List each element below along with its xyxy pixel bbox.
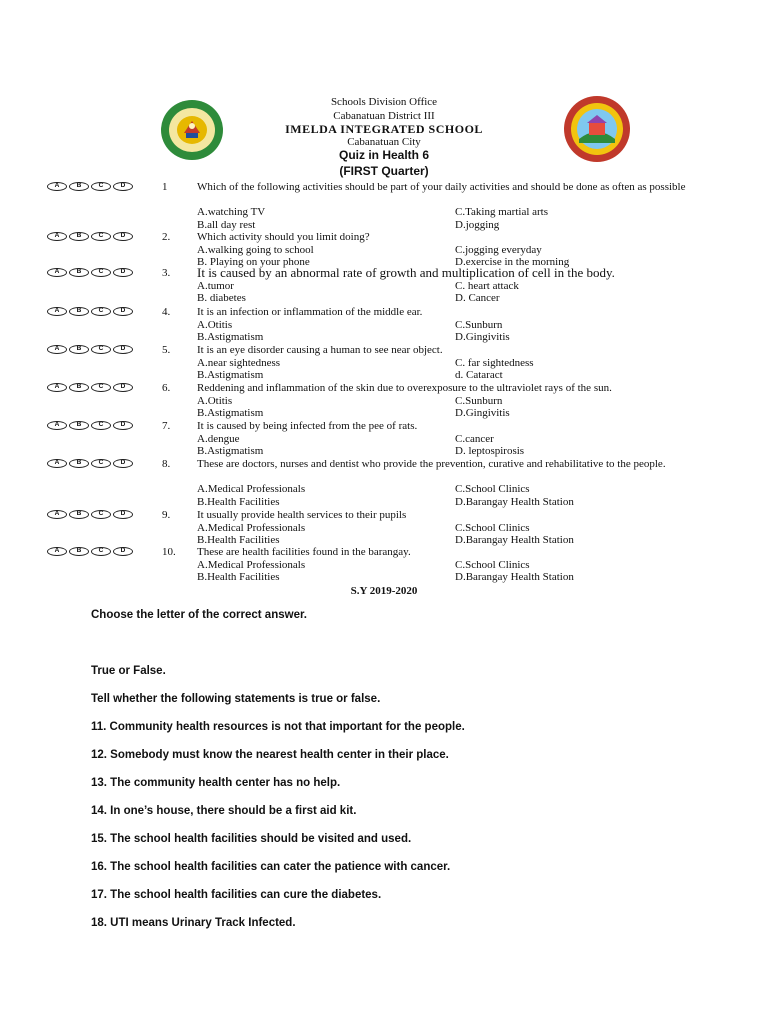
header-school: IMELDA INTEGRATED SCHOOL [285, 122, 483, 136]
header-city: Cabanatuan City [347, 136, 421, 148]
option-b: B. diabetes [197, 292, 246, 305]
answer-bubbles [47, 307, 133, 316]
option-b: B.Health Facilities [197, 534, 280, 547]
instructions: Choose the letter of the correct answer. [91, 609, 308, 621]
quiz-title: Quiz in Health 6 [338, 148, 429, 162]
question-stem: It is caused by an abnormal rate of growth and multiplication of cell in the body. [197, 265, 615, 280]
bubble-b[interactable]: B [69, 182, 89, 191]
answer-bubbles [47, 182, 133, 191]
option-b: B.all day rest [197, 218, 256, 231]
section2-instructions: Tell whether the following statements is true or false. [91, 693, 381, 705]
question-number: 9. [162, 509, 171, 521]
bubble-d[interactable]: D [113, 307, 133, 316]
question-stem: It usually provide health services to their pupils [197, 509, 407, 521]
question-stem: Which activity should you limit doing? [197, 231, 370, 243]
bubble-a[interactable]: A [47, 232, 67, 241]
quarter-title: (FIRST Quarter) [339, 164, 429, 178]
bubble-c[interactable]: C [91, 345, 111, 354]
bubble-a[interactable]: A [47, 182, 67, 191]
header-office: Schools Division Office [330, 96, 438, 108]
option-a: A.dengue [197, 432, 240, 445]
option-b: B.Astigmatism [197, 445, 264, 458]
option-d: D.exercise in the morning [455, 256, 570, 269]
bubble-b[interactable]: B [69, 345, 89, 354]
bubble-a[interactable]: A [47, 510, 67, 519]
question-number: 2. [162, 231, 171, 243]
question-number: 8. [162, 458, 171, 470]
bubble-a[interactable]: A [47, 459, 67, 468]
bubble-a[interactable]: A [47, 547, 67, 556]
bubble-c[interactable]: C [91, 510, 111, 519]
bubble-d[interactable]: D [113, 547, 133, 556]
school-year: S.Y 2019-2020 [350, 585, 418, 597]
question-stem: These are health facilities found in the barangay. [197, 546, 411, 558]
bubble-a[interactable]: A [47, 383, 67, 392]
bubble-c[interactable]: C [91, 232, 111, 241]
bubble-c[interactable]: C [91, 307, 111, 316]
question-number: 7. [162, 420, 171, 432]
division-seal [563, 95, 631, 163]
option-a: A.Medical Professionals [197, 521, 306, 534]
question-number: 1 [162, 181, 168, 193]
answer-bubbles [47, 345, 133, 354]
question-number: 6. [162, 382, 171, 394]
bubble-d[interactable]: D [113, 459, 133, 468]
option-d: d. Cataract [455, 369, 503, 382]
answer-bubbles [47, 421, 133, 430]
answer-bubbles [47, 383, 133, 392]
question-number: 10. [162, 546, 176, 558]
bubble-b[interactable]: B [69, 421, 89, 430]
answer-bubbles [47, 547, 133, 556]
option-b: B. Playing on your phone [197, 256, 310, 269]
option-c: C.School Clinics [455, 483, 530, 496]
bubble-c[interactable]: C [91, 182, 111, 191]
tf-item: 15. The school health facilities should be visited and used. [91, 833, 412, 845]
bubble-d[interactable]: D [113, 421, 133, 430]
tf-item: 12. Somebody must know the nearest health center in their place. [91, 749, 449, 761]
answer-bubbles [47, 510, 133, 519]
bubble-a[interactable]: A [47, 307, 67, 316]
bubble-c[interactable]: C [91, 421, 111, 430]
question-stem: It is caused by being infected from the pee of rats. [197, 420, 418, 432]
tf-item: 13. The community health center has no help. [91, 777, 341, 789]
tf-item: 11. Community health resources is not that important for the people. [91, 721, 465, 733]
question-stem: Which of the following activities should be part of your daily activities and should be done as often as possible [197, 181, 686, 193]
school-logo [160, 99, 224, 161]
option-d: D.jogging [455, 218, 500, 231]
option-c: C.jogging everyday [455, 243, 542, 256]
option-b: B.Astigmatism [197, 407, 264, 420]
bubble-c[interactable]: C [91, 459, 111, 468]
bubble-b[interactable]: B [69, 547, 89, 556]
bubble-d[interactable]: D [113, 510, 133, 519]
bubble-b[interactable]: B [69, 510, 89, 519]
bubble-d[interactable]: D [113, 345, 133, 354]
bubble-b[interactable]: B [69, 459, 89, 468]
option-b: B.Astigmatism [197, 369, 264, 382]
option-a: A.Otitis [197, 318, 233, 331]
bubble-d[interactable]: D [113, 182, 133, 191]
question-number: 4. [162, 306, 171, 318]
option-b: B.Astigmatism [197, 331, 264, 344]
option-d: D.Gingivitis [455, 407, 510, 420]
question-stem: It is an eye disorder causing a human to see near object. [197, 344, 443, 356]
option-a: A.watching TV [197, 206, 266, 219]
question-number: 5. [162, 344, 171, 356]
bubble-d[interactable]: D [113, 383, 133, 392]
bubble-c[interactable]: C [91, 268, 111, 277]
option-c: C.Sunburn [455, 394, 503, 407]
question-stem: These are doctors, nurses and dentist who provide the prevention, curative and rehabilitative to the people. [197, 458, 666, 470]
option-c: C. heart attack [455, 279, 519, 292]
option-c: C.Taking martial arts [455, 206, 549, 219]
bubble-b[interactable]: B [69, 232, 89, 241]
option-c: C. far sightedness [455, 356, 534, 369]
section2-title: True or False. [91, 665, 166, 677]
option-c: C.School Clinics [455, 521, 530, 534]
bubble-d[interactable]: D [113, 232, 133, 241]
option-a: A.tumor [197, 279, 234, 292]
answer-bubbles [47, 232, 133, 241]
option-a: A.walking going to school [197, 243, 314, 256]
bubble-a[interactable]: A [47, 268, 67, 277]
tf-item: 18. UTI means Urinary Track Infected. [91, 917, 296, 929]
option-b: B.Health Facilities [197, 571, 280, 584]
option-d: D.Barangay Health Station [455, 534, 574, 547]
bubble-b[interactable]: B [69, 268, 89, 277]
answer-bubbles [47, 459, 133, 468]
option-d: D.Barangay Health Station [455, 495, 574, 508]
option-d: D. leptospirosis [455, 445, 525, 458]
option-c: C.cancer [455, 432, 494, 445]
option-a: A.Otitis [197, 394, 233, 407]
option-a: A.Medical Professionals [197, 483, 306, 496]
question-stem: Reddening and inflammation of the skin due to overexposure to the ultraviolet rays of the sun. [197, 382, 612, 394]
option-d: D.Gingivitis [455, 331, 510, 344]
option-a: A.Medical Professionals [197, 558, 306, 571]
tf-item: 17. The school health facilities can cure the diabetes. [91, 889, 382, 901]
option-c: C.School Clinics [455, 558, 530, 571]
option-c: C.Sunburn [455, 318, 503, 331]
option-b: B.Health Facilities [197, 495, 280, 508]
bubble-a[interactable]: A [47, 345, 67, 354]
header-district: Cabanatuan District III [333, 110, 435, 122]
bubble-b[interactable]: B [69, 307, 89, 316]
bubble-d[interactable]: D [113, 268, 133, 277]
bubble-c[interactable]: C [91, 383, 111, 392]
bubble-b[interactable]: B [69, 383, 89, 392]
option-d: D. Cancer [455, 292, 500, 305]
option-d: D.Barangay Health Station [455, 571, 574, 584]
bubble-c[interactable]: C [91, 547, 111, 556]
answer-bubbles [47, 268, 133, 277]
tf-item: 14. In one’s house, there should be a first aid kit. [91, 805, 357, 817]
bubble-a[interactable]: A [47, 421, 67, 430]
tf-item: 16. The school health facilities can cater the patience with cancer. [91, 861, 451, 873]
question-number: 3. [162, 267, 171, 279]
question-stem: It is an infection or inflammation of the middle ear. [197, 306, 423, 318]
option-a: A.near sightedness [197, 356, 281, 369]
